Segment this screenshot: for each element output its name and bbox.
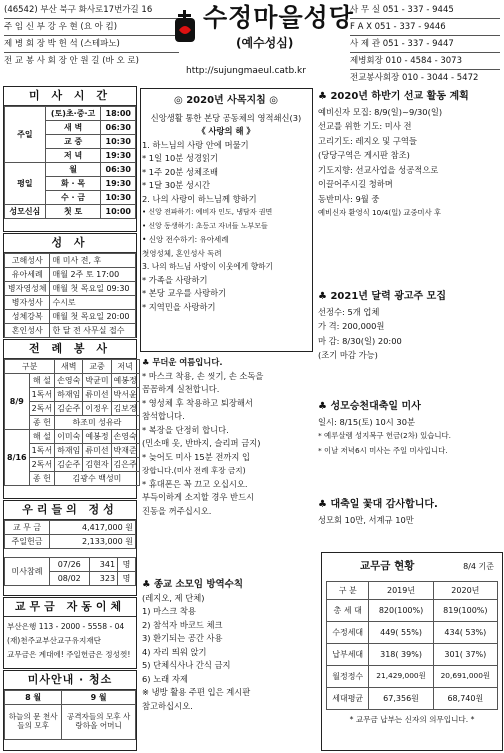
- altar-col-header: 새벽: [55, 360, 83, 374]
- offering-label: 주일헌금: [5, 535, 50, 549]
- dues-cell: 301( 37%): [433, 644, 497, 666]
- summer-line: (민소매 옷, 반바지, 슬리퍼 금지): [142, 438, 261, 448]
- altar-service-title: 전 례 봉 사: [4, 340, 136, 359]
- dues-cell: 20,691,000원: [433, 666, 497, 688]
- pastoral-line: 3. 나의 하느님 사랑이 이웃에게 향하기: [142, 262, 273, 271]
- offering-title: 우리들의 정성: [4, 501, 136, 520]
- dues-row-label: 납부세대: [327, 644, 369, 666]
- mission-line: 선교를 위한 기도: 미사 전: [318, 121, 412, 131]
- sacraments-title: 성 사: [4, 234, 136, 253]
- pastoral-line: 《 사랑의 해 》: [197, 126, 255, 136]
- sacrament-time: 매월 첫 목요일 20:00: [50, 310, 136, 324]
- council-phone: 제병회장 010 - 4584 - 3073: [350, 52, 500, 69]
- smallgroup-line: 4) 자리 띄워 앉기: [142, 646, 207, 657]
- transfer-note: 교무금은 계대에! 주일헌금은 정성껏!: [7, 650, 131, 659]
- account-holder: (재)천주교부산교구유지재단: [7, 636, 101, 645]
- mission-president: 전 교 봉 사 회 장 안 원 길 (바 오 로): [4, 52, 179, 69]
- smallgroup-notice: [142, 578, 310, 713]
- attendance-unit: 명: [118, 558, 136, 572]
- pastoral-line: * 1달 30분 성시간: [142, 180, 210, 190]
- pastoral-line: • 신앙 전파하기: 예비자 인도, 냉담자 권면: [142, 208, 273, 216]
- attendance-date: 08/02: [50, 572, 90, 586]
- mission-line: 이끌어주시길 청하며: [318, 179, 393, 189]
- guide-box: [3, 670, 137, 751]
- mass-times-box: [3, 86, 137, 232]
- pastoral-line: * 1주 20분 성체조배: [142, 166, 218, 177]
- smallgroup-line: ♣ 종교 소모임 방역수칙: [142, 579, 244, 590]
- sacraments-table: [4, 253, 136, 338]
- mass-slot: 첫 토: [45, 205, 101, 219]
- dues-cell: 449( 55%): [369, 622, 433, 644]
- dues-col-header: 2019년: [369, 582, 433, 600]
- altar-role: 종 헌: [29, 472, 55, 486]
- pastor: 주 임 신 부 강 우 현 (요 아 킴): [4, 18, 179, 35]
- mass-times-title: 미 사 시 간: [4, 87, 136, 106]
- sacrament-name: 성체강복: [5, 310, 50, 324]
- mass-slot: 교 중: [45, 135, 101, 149]
- summer-line: ♣ 무더운 여름입니다.: [142, 357, 223, 367]
- church-logo-icon: [170, 10, 200, 44]
- assumption-mass: [318, 400, 502, 458]
- sacrament-time: 매월 2주 토 17:00: [50, 268, 136, 282]
- altar-date: 8/16: [5, 430, 30, 486]
- altar-name: 김은주: [111, 458, 139, 472]
- address: (46542) 부산 북구 화사로17번가길 16: [4, 5, 153, 15]
- offering-amount: 4,417,000 원: [50, 521, 136, 535]
- attendance-count: 323: [89, 572, 118, 586]
- church-subtitle: (예수성심): [236, 36, 294, 50]
- altar-service-table: [4, 359, 140, 486]
- smallgroup-line: ※ 냉방 활용 주편 입은 계시판: [142, 687, 251, 697]
- mission-plan: [318, 90, 502, 221]
- dues-status-table: [326, 581, 498, 710]
- header: [0, 0, 504, 82]
- summer-line: 장합니다.(미사 전례 후장 금지): [142, 466, 246, 475]
- dues-status-box: [321, 552, 503, 751]
- assumption-line: * 예루살렘 성지복구 헌금(2차) 있습니다.: [318, 431, 452, 440]
- altar-role: 해 설: [29, 430, 55, 444]
- altar-name: 김순주: [55, 402, 83, 416]
- smallgroup-line: 2) 참석자 바코드 체크: [142, 619, 223, 630]
- altar-service-box: [3, 339, 137, 499]
- pastoral-line: * 1일 10분 성경읽기: [142, 153, 218, 163]
- mission-line: 예비신자 모집: 8/9(일)~9/30(일): [318, 106, 443, 117]
- mission-line: (당당구역은 게시판 참조): [318, 150, 410, 160]
- offering-box: [3, 500, 137, 596]
- mass-time: 18:00: [101, 107, 136, 121]
- mass-slot: (토)초·중·고: [45, 107, 101, 121]
- mass-time: 06:30: [101, 121, 136, 135]
- guide-table: [4, 690, 136, 740]
- sacrament-name: 병자영성체: [5, 282, 50, 296]
- summer-line: 참석합니다.: [142, 411, 185, 421]
- dues-cell: 819(100%): [433, 600, 497, 622]
- pastoral-line: * 가족을 사랑하기: [142, 274, 208, 285]
- altar-name: 박재준: [111, 444, 139, 458]
- altar-role: 2독서: [29, 458, 55, 472]
- guide-month: 8 월: [5, 691, 62, 705]
- dues-col-header: 2020년: [433, 582, 497, 600]
- dues-row-label: 세대평균: [327, 688, 369, 710]
- altar-role: 해 설: [29, 374, 55, 388]
- offering-label: 교 무 금: [5, 521, 50, 535]
- dues-cell: 820(100%): [369, 600, 433, 622]
- pastoral-line: • 신앙 전수하기: 유아세례: [142, 235, 229, 244]
- altar-col-header: 교중: [83, 360, 111, 374]
- altar-name: 하조미 성유라: [55, 416, 140, 430]
- pastoral-line: 2. 나의 사랑이 하느님께 향하기: [142, 193, 257, 204]
- mass-slot: 저 녁: [45, 149, 101, 163]
- assumption-line: * 이날 저녁6시 미사는 주일 미사입니다.: [318, 445, 448, 455]
- calendar-line: 선정수: 5개 업체: [318, 306, 380, 317]
- dues-cell: 434( 53%): [433, 622, 497, 644]
- altar-role: 2독서: [29, 402, 55, 416]
- altar-role: 1독서: [29, 388, 55, 402]
- altar-name: 이정우: [83, 402, 111, 416]
- sacrament-time: 매 미사 전, 후: [50, 254, 136, 268]
- autotransfer-title: 교무금 자동이체: [4, 598, 136, 617]
- altar-date: 8/9: [5, 374, 30, 430]
- pastoral-line: 첫영성체, 혼인성사 독려: [142, 248, 222, 258]
- altar-name: 손영숙: [55, 374, 83, 388]
- summer-line: * 마스크 착용, 손 씻기, 손 소독을: [142, 370, 264, 381]
- pastoral-line: • 신앙 동생하기: 초등고 자녀들 노부모들: [142, 221, 268, 230]
- guide-cell: 하늘의 문 천사들의 모후: [5, 705, 62, 740]
- mission-line: 기도지향: 선교사업을 성공적으로: [318, 164, 439, 175]
- summer-line: 진동을 꺼주십시오.: [142, 505, 212, 516]
- assumption-title: ♣ 성모승천대축일 미사: [318, 401, 421, 412]
- mass-slot: 월: [45, 163, 101, 177]
- calendar-ad: [318, 290, 502, 363]
- dues-cell: 21,429,000원: [369, 666, 433, 688]
- altar-col-header: 저녁: [111, 360, 139, 374]
- smallgroup-line: 6) 노래 자제: [142, 673, 188, 684]
- guide-month: 9 월: [62, 691, 136, 705]
- website-link[interactable]: http://sujungmaeul.catb.kr: [186, 66, 306, 76]
- office-phone: 사 무 실 051 - 337 - 9445: [350, 5, 454, 15]
- header-left-info: [4, 2, 179, 69]
- altar-name: 박균미: [83, 374, 111, 388]
- flower-title: ♣ 대축일 꽃대 감사합니다.: [318, 499, 438, 510]
- mass-slot: 새 벽: [45, 121, 101, 135]
- mass-row-label: 평일: [5, 163, 46, 205]
- summer-line: * 영성체 후 착용하고 퇴장해서: [142, 397, 253, 408]
- calendar-line: (조기 마감 가능): [318, 350, 378, 360]
- sacraments-box: [3, 233, 137, 338]
- altar-col-header: 구분: [5, 360, 55, 374]
- header-right-contacts: [350, 2, 500, 86]
- dues-row-label: 월정정수: [327, 666, 369, 688]
- sacrament-name: 고해성사: [5, 254, 50, 268]
- mass-row-label: 성모신심: [5, 205, 46, 219]
- summer-line: 꼼꼼하게 실천합니다.: [142, 384, 220, 394]
- summer-notice: [142, 356, 310, 518]
- dues-row-label: 수정세대: [327, 622, 369, 644]
- mass-time: 19:30: [101, 177, 136, 191]
- dues-col-header: 구 분: [327, 582, 369, 600]
- summer-line: * 휴대폰은 꼭 끄고 오십시오.: [142, 478, 248, 489]
- mission-line: 예비신자 환영식 10/4(일) 교중미사 후: [318, 208, 441, 217]
- altar-role: 종 헌: [29, 416, 55, 430]
- offering-amount: 2,133,000 원: [50, 535, 136, 549]
- assumption-line: 일시: 8/15(토) 10시 30분: [318, 416, 416, 427]
- dues-cell: 67,356원: [369, 688, 433, 710]
- altar-name: 이미숙: [55, 430, 83, 444]
- altar-name: 예봉정: [83, 430, 111, 444]
- mass-slot: 수 · 금: [45, 191, 101, 205]
- dues-status-date: 8/4 기준: [463, 562, 494, 571]
- mass-time: 10:30: [101, 135, 136, 149]
- altar-name: 류미선: [83, 388, 111, 402]
- sacrament-time: 매월 첫 목요일 09:30: [50, 282, 136, 296]
- altar-name: 예봉정: [111, 374, 139, 388]
- pastoral-content: [142, 94, 310, 314]
- sacrament-time: 수시로: [50, 296, 136, 310]
- attendance-count: 341: [89, 558, 118, 572]
- dues-cell: 318( 39%): [369, 644, 433, 666]
- dues-status-header: [322, 553, 502, 581]
- calendar-title: ♣ 2021년 달력 광고주 모집: [318, 291, 447, 302]
- flower-line: 성모회 10만, 서계규 10만: [318, 514, 414, 525]
- smallgroup-line: 1) 마스크 착용: [142, 606, 196, 616]
- mass-time: 10:30: [101, 191, 136, 205]
- altar-name: 김보경: [111, 402, 139, 416]
- offering-table: [4, 520, 136, 586]
- dues-note: * 교무금 납부는 신자의 의무입니다. *: [349, 715, 475, 724]
- smallgroup-line: 참고하십시오.: [142, 700, 193, 711]
- mission-title: ♣ 2020년 하반기 선교 활동 계획: [318, 91, 469, 102]
- church-title: 수정마을성당: [203, 3, 354, 32]
- mass-time: 10:00: [101, 205, 136, 219]
- summer-line: * 복장을 단정히 합니다.: [142, 424, 229, 435]
- mass-time: 19:30: [101, 149, 136, 163]
- pastoral-line: * 지역민을 사랑하기: [142, 301, 216, 312]
- summer-line: 부득이하게 소지할 경우 반드시: [142, 492, 255, 502]
- dues-row-label: 총 세 대: [327, 600, 369, 622]
- attendance-label: 미사참례: [5, 558, 50, 586]
- bank-account: 부산은행 113 - 2000 - 5558 - 04: [7, 622, 125, 631]
- attendance-unit: 명: [118, 572, 136, 586]
- calendar-line: 마 감: 8/30(일) 20:00: [318, 335, 402, 346]
- altar-name: 류미선: [83, 444, 111, 458]
- council-president: 제 병 회 장 박 헌 석 (스테파노): [4, 35, 179, 52]
- mass-slot: 화 · 목: [45, 177, 101, 191]
- altar-name: 김순주: [55, 458, 83, 472]
- sacrament-name: 유아세례: [5, 268, 50, 282]
- sacrament-name: 병자성사: [5, 296, 50, 310]
- sacrament-name: 혼인성사: [5, 324, 50, 338]
- dues-status-title: 교무금 현황: [360, 560, 415, 572]
- dues-cell: 68,740원: [433, 688, 497, 710]
- altar-name: 김현자: [83, 458, 111, 472]
- pastoral-line: * 본당 교우를 사랑하기: [142, 288, 227, 298]
- attendance-date: 07/26: [50, 558, 90, 572]
- mass-times-table: [4, 106, 136, 219]
- smallgroup-line: (레지오, 제 단체): [142, 592, 205, 603]
- altar-role: 1독서: [29, 444, 55, 458]
- rectory-phone: 사 제 관 051 - 337 - 9447: [350, 35, 500, 52]
- mass-time: 06:30: [101, 163, 136, 177]
- mass-row-label: 주일: [5, 107, 46, 163]
- pastoral-title: ◎ 2020년 사목지침 ◎: [173, 95, 279, 106]
- altar-name: 하재임: [55, 388, 83, 402]
- flower-thanks: [318, 498, 502, 527]
- sacrament-time: 한 달 전 사무실 접수: [50, 324, 136, 338]
- autotransfer-box: [3, 597, 137, 669]
- altar-name: 김광수 백성미: [55, 472, 140, 486]
- pastoral-line: 1. 하느님의 사랑 안에 머물기: [142, 139, 249, 150]
- mission-phone: 전교봉사회장 010 - 3044 - 5472: [350, 69, 500, 86]
- calendar-line: 가 격: 200,000원: [318, 321, 385, 331]
- smallgroup-line: 5) 단체식사나 간식 금지: [142, 660, 231, 670]
- summer-line: * 늦어도 미사 15분 전까지 입: [142, 451, 251, 462]
- smallgroup-line: 3) 환기되는 공간 사용: [142, 633, 223, 643]
- pastoral-line: 신앙생활 통한 본당 공동체의 영적쇄신(3): [150, 112, 302, 123]
- mission-line: 고리기도: 레지오 및 구역들: [318, 135, 417, 146]
- guide-title: 미사안내 · 청소: [4, 671, 136, 690]
- fax: F A X 051 - 337 - 9446: [350, 18, 500, 35]
- autotransfer-body: [4, 617, 136, 665]
- altar-name: 박서윤: [111, 388, 139, 402]
- guide-cell: 공격자들의 모후 사랑하올 어머니: [62, 705, 136, 740]
- altar-name: 손영숙: [111, 430, 139, 444]
- mission-line: 동반미사: 9월 중: [318, 193, 380, 204]
- altar-name: 하재임: [55, 444, 83, 458]
